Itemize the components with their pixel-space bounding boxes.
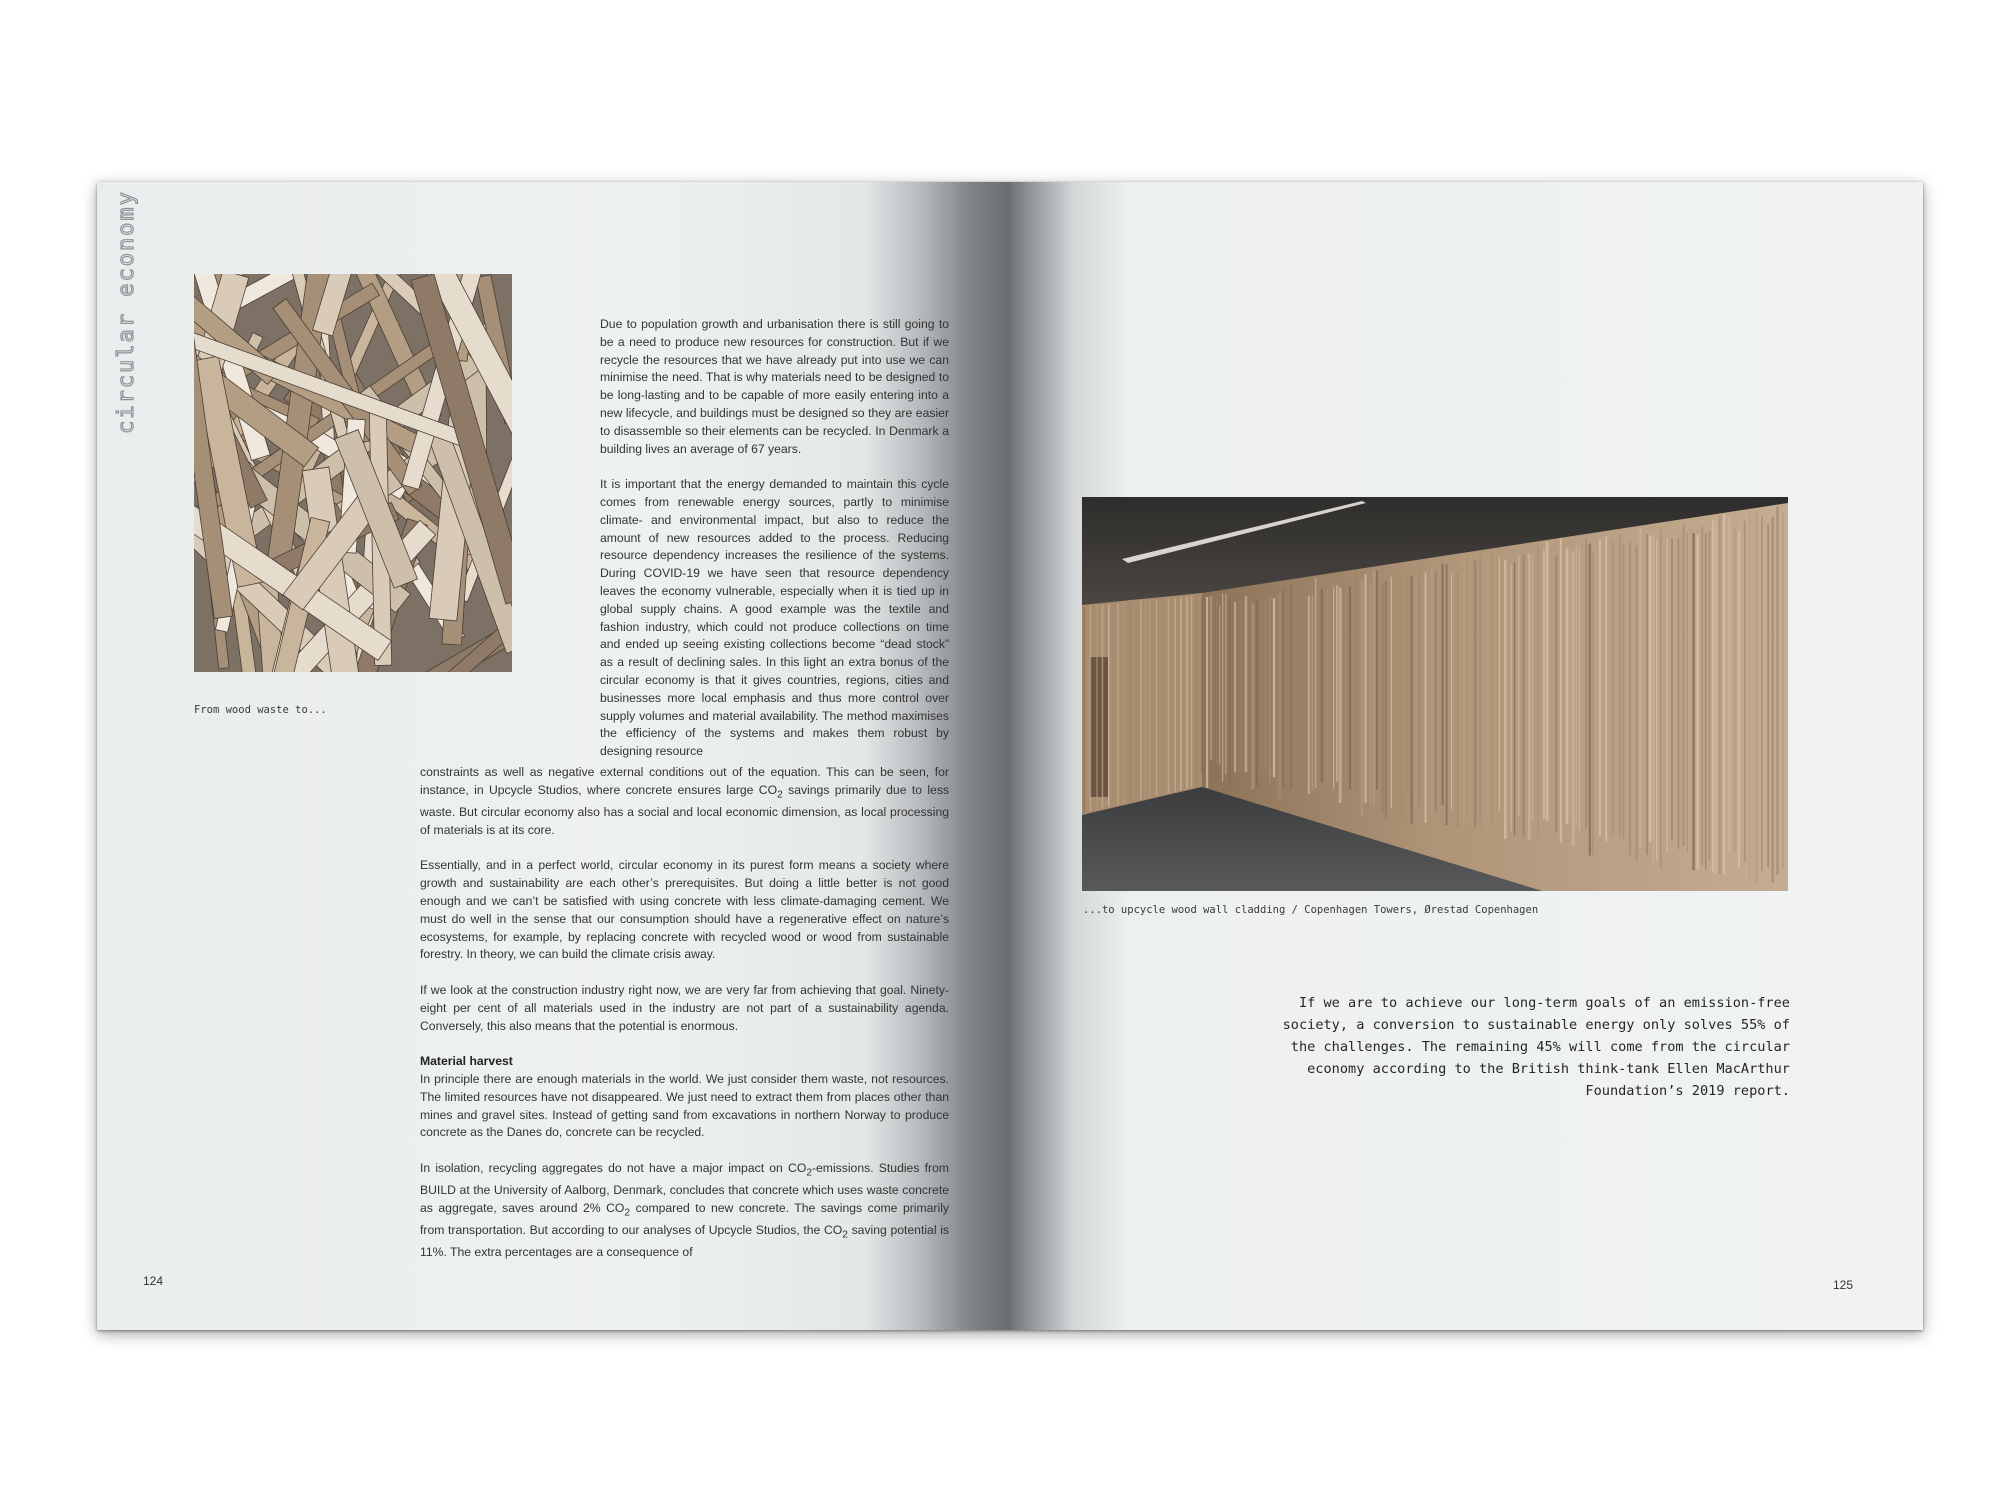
page-number-right: 125: [1832, 1278, 1853, 1292]
wood-waste-photo: [194, 274, 512, 672]
paragraph: constraints as well as negative external conditions out of the equation. This can be seen, for instance, in Upcycle Studios, where concrete ensures large $CO_2$ savings primarily due to less waste. But circular economy also has a social and local economic dimension, as local processing of materials is at its core.: [420, 765, 950, 837]
paragraph: Essentially, and in a perfect world, circular economy in its purest form means a society where growth and sustainability are each other’s prerequisites. But doing a little better is not good enough and we can’t be satisfied with using concrete with less climate-damaging cement. We must do well in the sense that our consumption should have a regenerative effect on nature’s ecosystems, for example, by replacing concrete with recycled wood or wood from sustainable forestry. In theory, we can build the climate crisis away.: [420, 858, 949, 962]
right-page: [1010, 182, 1923, 1330]
cladding-caption: ...to upcycle wood wall cladding / Copenhagen Towers, Ørestad Copenhagen: [1083, 904, 1539, 916]
wood-waste-caption: From wood waste to...: [194, 704, 327, 716]
paragraph: Due to population growth and urbanisation there is still going to be a need to produce new resources for construction. But if we recycle the resources that we have already put into use we can minimise the need. That is why materials need to be designed to be long-lasting and to be capable of more easily entering into a new lifecycle, and buildings must be designed so they are easier to disassemble so their elements can be recycled. In Denmark a building lives an average of 67 years.: [600, 317, 949, 456]
body-text-column-narrow: [600, 316, 949, 761]
body-text-column-wide: [420, 764, 949, 1262]
left-page: [97, 182, 1010, 1330]
section-tag: circular economy: [114, 190, 139, 434]
subheading: Material harvest: [420, 1054, 513, 1069]
paragraph: It is important that the energy demanded to maintain this cycle comes from renewable energy sources, partly to minimise climate- and environmental impact, but also to reduce the amount of new resources added to the process. Reducing resource dependency increases the resilience of the systems. During COVID-19 we have seen that resource dependency leaves the economy vulnerable, especially when it is tied up in global supply chains. A good example was the textile and fashion industry, which could not produce collections on time and ended up seeing existing collections become “dead stock” as a result of declining sales. In this light an extra bonus of the circular economy is that it gives countries, regions, cities and businesses more local emphasis and thus more control over supply volumes and material availability. The method maximises the efficiency of the systems and makes them robust by designing resource: [600, 477, 949, 759]
pull-quote: If we are to achieve our long-term goals of an emission-free society, a conversion to sustainable energy only solves 55% of the challenges. The remaining 45% will come from the circular economy according to the British think-tank Ellen MacArthur Foundation’s 2019 report.: [1282, 995, 1790, 1099]
paragraph: In principle there are enough materials in the world. We just consider them waste, not resources. The limited resources have not disappeared. We just need to extract them from places other than mines and gravel sites. Instead of getting sand from excavations in northern Norway to produce concrete as the Danes do, concrete can be recycled.: [420, 1071, 949, 1140]
wood-cladding-photo: [1082, 497, 1788, 891]
book-spread: [97, 182, 1923, 1330]
page-number-left: 124: [143, 1274, 164, 1288]
paragraph: If we look at the construction industry right now, we are very far from achieving that goal. Ninety-eight per cent of all materials used in the industry are not part of a sustainability agenda. Conversely, this also means that the potential is enormous.: [420, 983, 949, 1033]
paragraph: In isolation, recycling aggregates do not have a major impact on $CO_2$-emissions. Studies from BUILD at the University of Aalborg, Denmark, concludes that concrete which uses waste concrete as aggregate, saves around 2% $CO_2$ compared to new concrete. The savings come primarily from transportation. But according to our analyses of Upcycle Studios, the $CO_2$ saving potential is 11%. The extra percentages are a consequence of: [420, 1160, 950, 1260]
